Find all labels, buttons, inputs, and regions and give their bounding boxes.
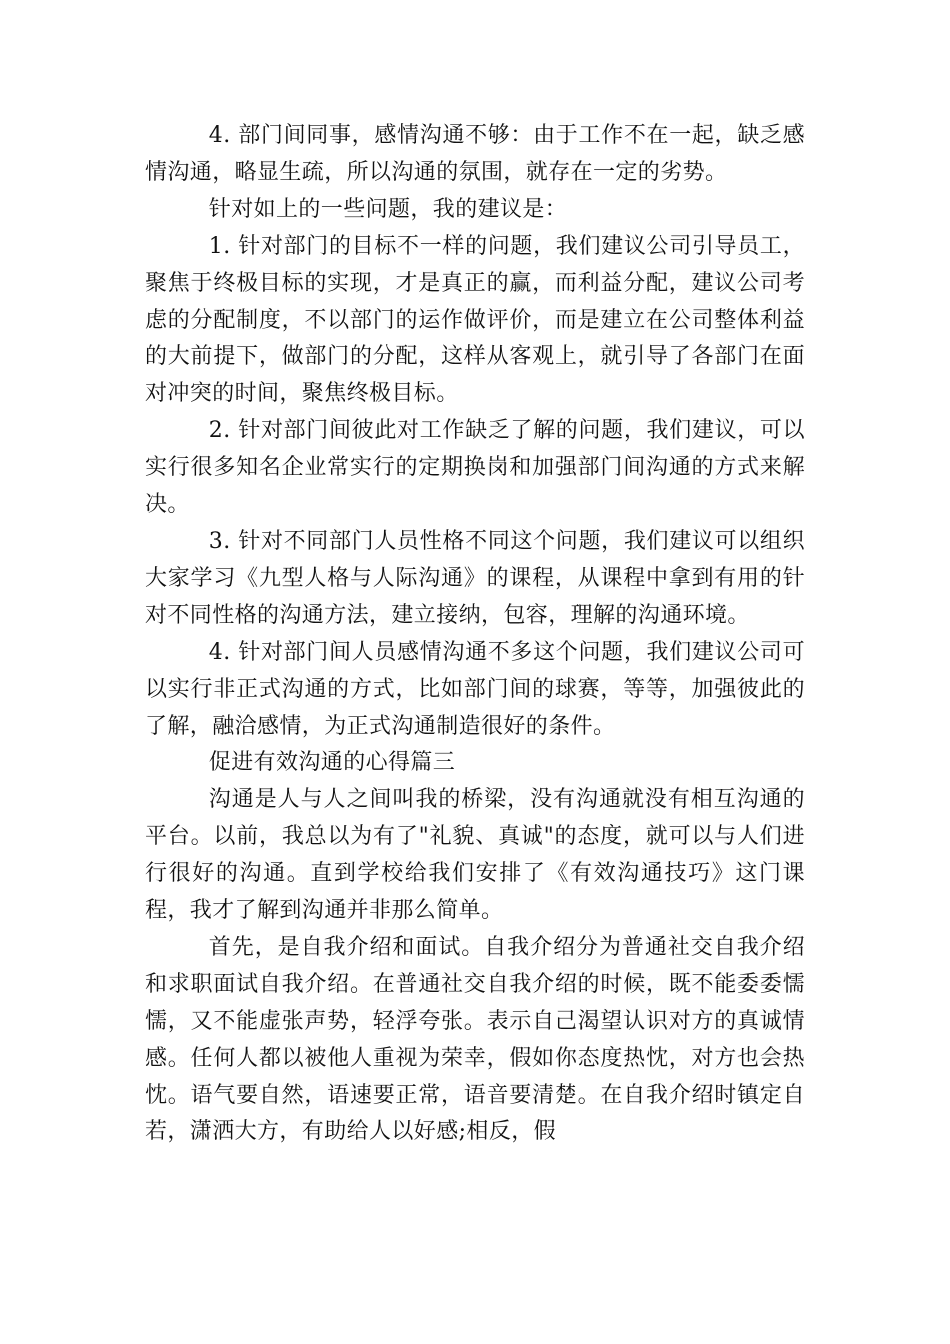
paragraph-self-introduction: 首先，是自我介绍和面试。自我介绍分为普通社交自我介绍和求职面试自我介绍。在普通社交自我介绍的时候，既不能委委懦懦，又不能虚张声势，轻浮夸张。表示自己渴望认识对方的真诚情感。任何人都以被他人重视为荣幸，假如你态度热忱，对方也会热忱。语气要自然，语速要正常，语音要清楚。在自我介绍时镇定自若，潇洒大方，有助给人以好感;相反，假 xyxy=(145,934,805,1145)
paragraph-suggestion-1: 1. 针对部门的目标不一样的问题，我们建议公司引导员工，聚焦于终极目标的实现，才是真正的赢，而利益分配，建议公司考虑的分配制度，不以部门的运作做评价，而是建立在公司整体利益的大前提下，做部门的分配，这样从客观上，就引导了各部门在面对冲突的时间，聚焦终极目标。 xyxy=(145,233,805,407)
paragraph-suggestions-intro: 针对如上的一些问题，我的建议是： xyxy=(208,196,568,222)
paragraph-suggestion-2: 2. 针对部门间彼此对工作缺乏了解的问题，我们建议，可以实行很多知名企业常实行的定期换岗和加强部门间沟通的方式来解决。 xyxy=(145,418,805,518)
paragraph-item-4-department-relations: 4. 部门间同事，感情沟通不够：由于工作不在一起，缺乏感情沟通，略显生疏，所以沟通的氛围，就存在一定的劣势。 xyxy=(145,123,805,185)
section-heading: 促进有效沟通的心得篇三 xyxy=(208,750,456,776)
paragraph-suggestion-3: 3. 针对不同部门人员性格不同这个问题，我们建议可以组织大家学习《九型人格与人际沟通》的课程，从课程中拿到有用的针对不同性格的沟通方法，建立接纳，包容，理解的沟通环境。 xyxy=(145,528,805,628)
paragraph-suggestion-4: 4. 针对部门间人员感情沟通不多这个问题，我们建议公司可以实行非正式沟通的方式，比如部门间的球赛，等等，加强彼此的了解，融洽感情，为正式沟通制造很好的条件。 xyxy=(145,639,805,739)
paragraph-section-intro: 沟通是人与人之间叫我的桥梁，没有沟通就没有相互沟通的平台。以前，我总以为有了"礼貌、真诚"的态度，就可以与人们进行很好的沟通。直到学校给我们安排了《有效沟通技巧》这门课程，我才了解到沟通并非那么简单。 xyxy=(145,787,805,924)
document-body xyxy=(145,118,805,1151)
